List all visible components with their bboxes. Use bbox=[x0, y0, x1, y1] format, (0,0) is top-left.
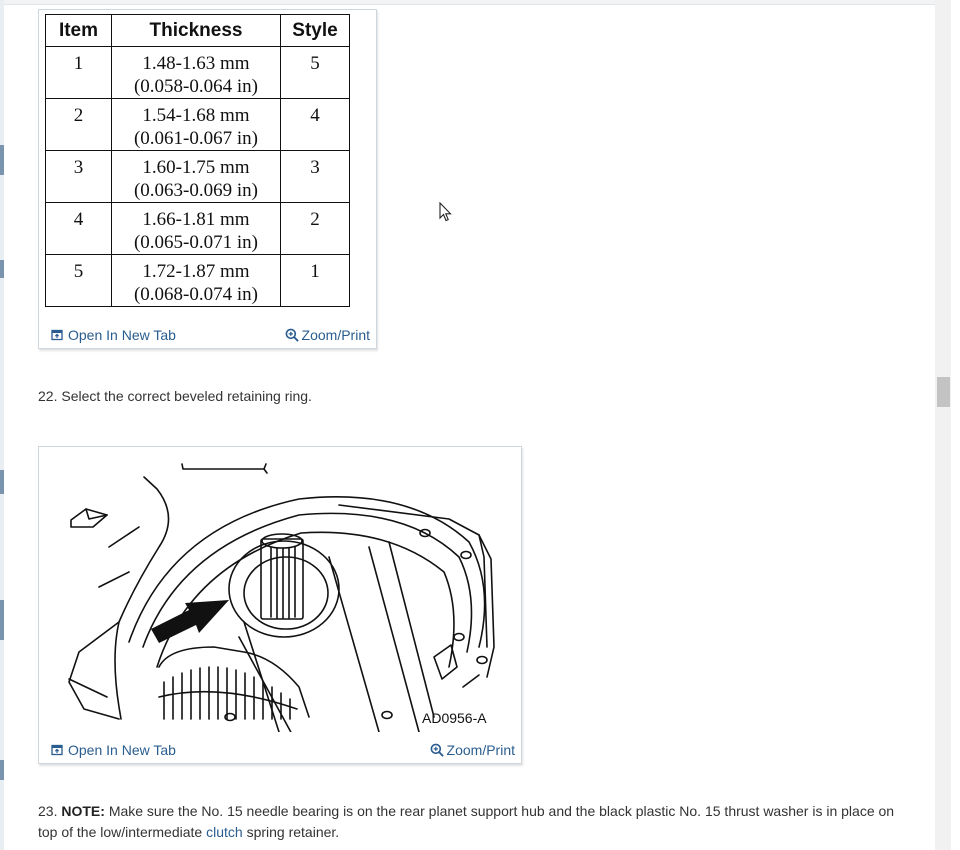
clutch-link[interactable]: clutch bbox=[206, 824, 243, 840]
thickness-in: (0.058-0.064 in) bbox=[133, 76, 258, 97]
step-23-tail: spring retainer. bbox=[246, 824, 340, 840]
zoom-icon bbox=[430, 743, 444, 757]
zoom-print-link[interactable] bbox=[430, 742, 515, 758]
open-new-tab-icon bbox=[51, 329, 63, 341]
open-new-tab-icon bbox=[51, 744, 63, 756]
step-number: 23. bbox=[38, 803, 58, 819]
style-cell: 2 bbox=[281, 203, 350, 255]
table-row bbox=[46, 151, 350, 203]
figure-footer bbox=[39, 320, 376, 348]
scrollbar-track[interactable] bbox=[935, 0, 951, 850]
zoom-icon bbox=[285, 328, 299, 342]
open-new-tab-link[interactable] bbox=[51, 742, 176, 758]
thickness-cell bbox=[112, 151, 281, 203]
table-row bbox=[46, 203, 350, 255]
item-cell: 1 bbox=[46, 47, 112, 99]
step-23-body: Make sure the No. 15 needle bearing is on the rear planet support hub and the black plastic No. 15 thrust washer is in place on top of the low/intermediate bbox=[38, 803, 895, 840]
thickness-in: (0.068-0.074 in) bbox=[133, 284, 258, 305]
thickness-in: (0.065-0.071 in) bbox=[133, 232, 258, 253]
thickness-mm: 1.48-1.63 mm bbox=[142, 53, 250, 74]
thickness-mm: 1.60-1.75 mm bbox=[142, 157, 250, 178]
thickness-in: (0.061-0.067 in) bbox=[133, 128, 258, 149]
step-22-text: 22. Select the correct beveled retaining ring. bbox=[38, 388, 312, 404]
transmission-diagram bbox=[39, 447, 521, 732]
open-new-tab-label: Open In New Tab bbox=[68, 327, 176, 343]
top-divider bbox=[4, 0, 935, 5]
scrollbar-thumb[interactable] bbox=[937, 377, 950, 407]
thickness-cell bbox=[112, 255, 281, 307]
retaining-ring-figure bbox=[38, 446, 522, 764]
thickness-mm: 1.54-1.68 mm bbox=[142, 105, 250, 126]
thickness-mm: 1.66-1.81 mm bbox=[142, 209, 250, 230]
left-window-edge bbox=[0, 0, 4, 850]
item-cell: 2 bbox=[46, 99, 112, 151]
header-thickness: Thickness bbox=[112, 15, 281, 47]
table-header-row bbox=[46, 15, 350, 47]
header-item: Item bbox=[46, 15, 112, 47]
item-cell: 4 bbox=[46, 203, 112, 255]
mouse-cursor-icon bbox=[439, 202, 453, 222]
table-row bbox=[46, 255, 350, 307]
spec-table-figure bbox=[38, 9, 377, 349]
zoom-print-label: Zoom/Print bbox=[301, 327, 370, 343]
zoom-print-link[interactable] bbox=[285, 327, 370, 343]
table-row bbox=[46, 99, 350, 151]
item-cell: 5 bbox=[46, 255, 112, 307]
open-new-tab-label: Open In New Tab bbox=[68, 742, 176, 758]
thickness-in: (0.063-0.069 in) bbox=[133, 180, 258, 201]
table-row bbox=[46, 47, 350, 99]
open-new-tab-link[interactable] bbox=[51, 327, 176, 343]
thickness-cell bbox=[112, 99, 281, 151]
note-label: NOTE: bbox=[61, 803, 105, 819]
thickness-cell bbox=[112, 203, 281, 255]
figure-code: AD0956-A bbox=[422, 710, 487, 726]
thickness-cell bbox=[112, 47, 281, 99]
thickness-mm: 1.72-1.87 mm bbox=[142, 261, 250, 282]
item-cell: 3 bbox=[46, 151, 112, 203]
step-23-text bbox=[38, 801, 913, 843]
thickness-table bbox=[45, 14, 350, 307]
style-cell: 1 bbox=[281, 255, 350, 307]
style-cell: 3 bbox=[281, 151, 350, 203]
style-cell: 5 bbox=[281, 47, 350, 99]
figure-footer bbox=[39, 735, 521, 763]
header-style: Style bbox=[281, 15, 350, 47]
zoom-print-label: Zoom/Print bbox=[446, 742, 515, 758]
style-cell: 4 bbox=[281, 99, 350, 151]
